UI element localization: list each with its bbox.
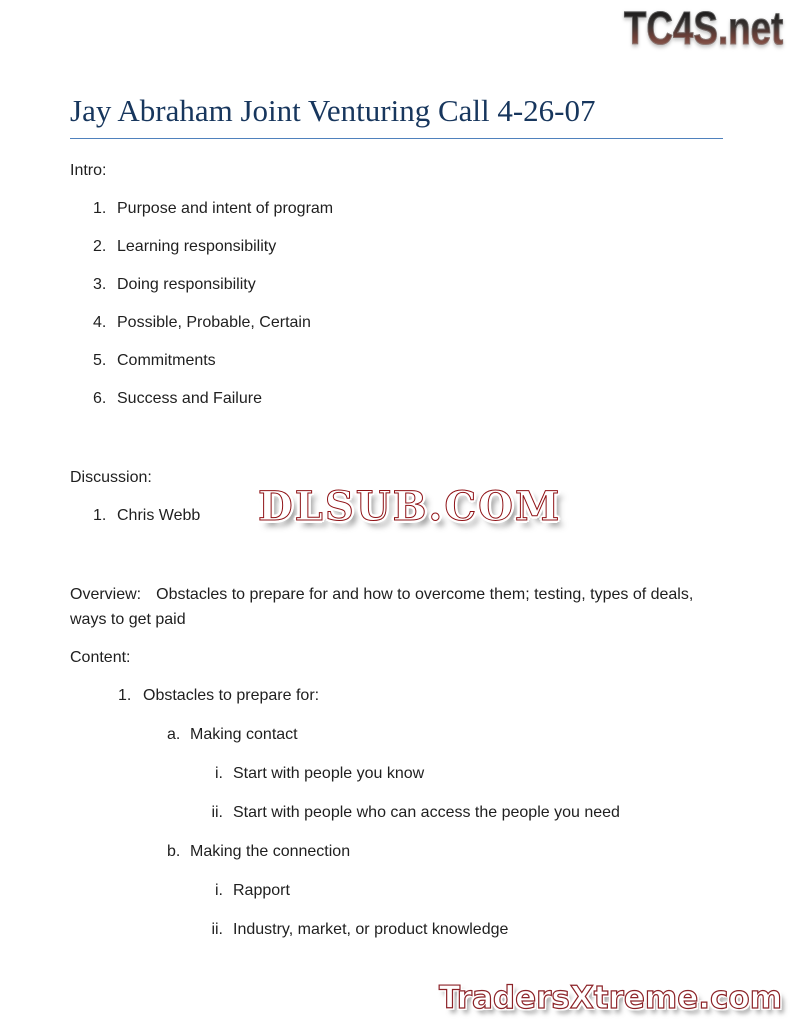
overview-text: Obstacles to prepare for and how to overcome them; testing, types of deals, ways to get paid bbox=[70, 586, 694, 628]
list-item bbox=[70, 310, 723, 335]
list-item bbox=[70, 234, 723, 259]
list-marker: 5. bbox=[93, 352, 107, 369]
list-item-text: Industry, market, or product knowledge bbox=[233, 921, 509, 938]
dlsub-watermark: DLSUB.COM bbox=[258, 483, 562, 530]
list-item-text: Start with people you know bbox=[233, 765, 425, 782]
list-marker: a. bbox=[167, 726, 181, 743]
intro-list bbox=[70, 196, 723, 411]
list-marker: 6. bbox=[93, 390, 107, 407]
content-heading: Content: bbox=[70, 649, 131, 666]
blank-line bbox=[70, 424, 723, 465]
tc4s-watermark: TC4S.net bbox=[623, 2, 783, 54]
page-title: Jay Abraham Joint Venturing Call 4-26-07 bbox=[70, 92, 723, 139]
list-marker: i. bbox=[215, 765, 223, 782]
list-item bbox=[70, 196, 723, 221]
list-item bbox=[70, 722, 723, 747]
list-marker: 4. bbox=[93, 314, 107, 331]
list-marker: 1. bbox=[93, 200, 107, 217]
list-item-text: Commitments bbox=[117, 352, 216, 369]
list-item-text: Success and Failure bbox=[117, 390, 262, 407]
list-item-text: Chris Webb bbox=[117, 507, 201, 524]
list-item-text: Learning responsibility bbox=[117, 238, 277, 255]
list-marker: b. bbox=[167, 843, 181, 860]
list-item bbox=[70, 800, 723, 825]
list-item bbox=[70, 839, 723, 864]
list-item-text: Obstacles to prepare for: bbox=[143, 687, 320, 704]
list-item bbox=[70, 272, 723, 297]
list-item bbox=[70, 917, 723, 942]
overview-label: Overview: bbox=[70, 586, 142, 603]
list-item-text: Start with people who can access the people you need bbox=[233, 804, 620, 821]
list-item bbox=[70, 683, 723, 708]
list-item bbox=[70, 761, 723, 786]
overview-paragraph bbox=[70, 582, 723, 632]
list-item-text: Purpose and intent of program bbox=[117, 200, 334, 217]
list-item-text: Possible, Probable, Certain bbox=[117, 314, 311, 331]
list-marker: ii. bbox=[211, 921, 223, 938]
list-item-text: Doing responsibility bbox=[117, 276, 256, 293]
list-marker: 3. bbox=[93, 276, 107, 293]
content-list bbox=[70, 683, 723, 942]
list-marker: 1. bbox=[118, 687, 132, 704]
intro-heading: Intro: bbox=[70, 162, 107, 179]
list-marker: ii. bbox=[211, 804, 223, 821]
blank-line bbox=[70, 541, 723, 582]
tradersxtreme-watermark: TradersXtreme.com bbox=[438, 980, 782, 1016]
list-item-text: Making the connection bbox=[190, 843, 351, 860]
list-item-text: Rapport bbox=[233, 882, 290, 899]
list-item bbox=[70, 386, 723, 411]
discussion-heading: Discussion: bbox=[70, 469, 152, 486]
list-marker: 2. bbox=[93, 238, 107, 255]
list-item-text: Making contact bbox=[190, 726, 298, 743]
list-marker: 1. bbox=[93, 507, 107, 524]
list-item bbox=[70, 348, 723, 373]
list-marker: i. bbox=[215, 882, 223, 899]
list-item bbox=[70, 878, 723, 903]
